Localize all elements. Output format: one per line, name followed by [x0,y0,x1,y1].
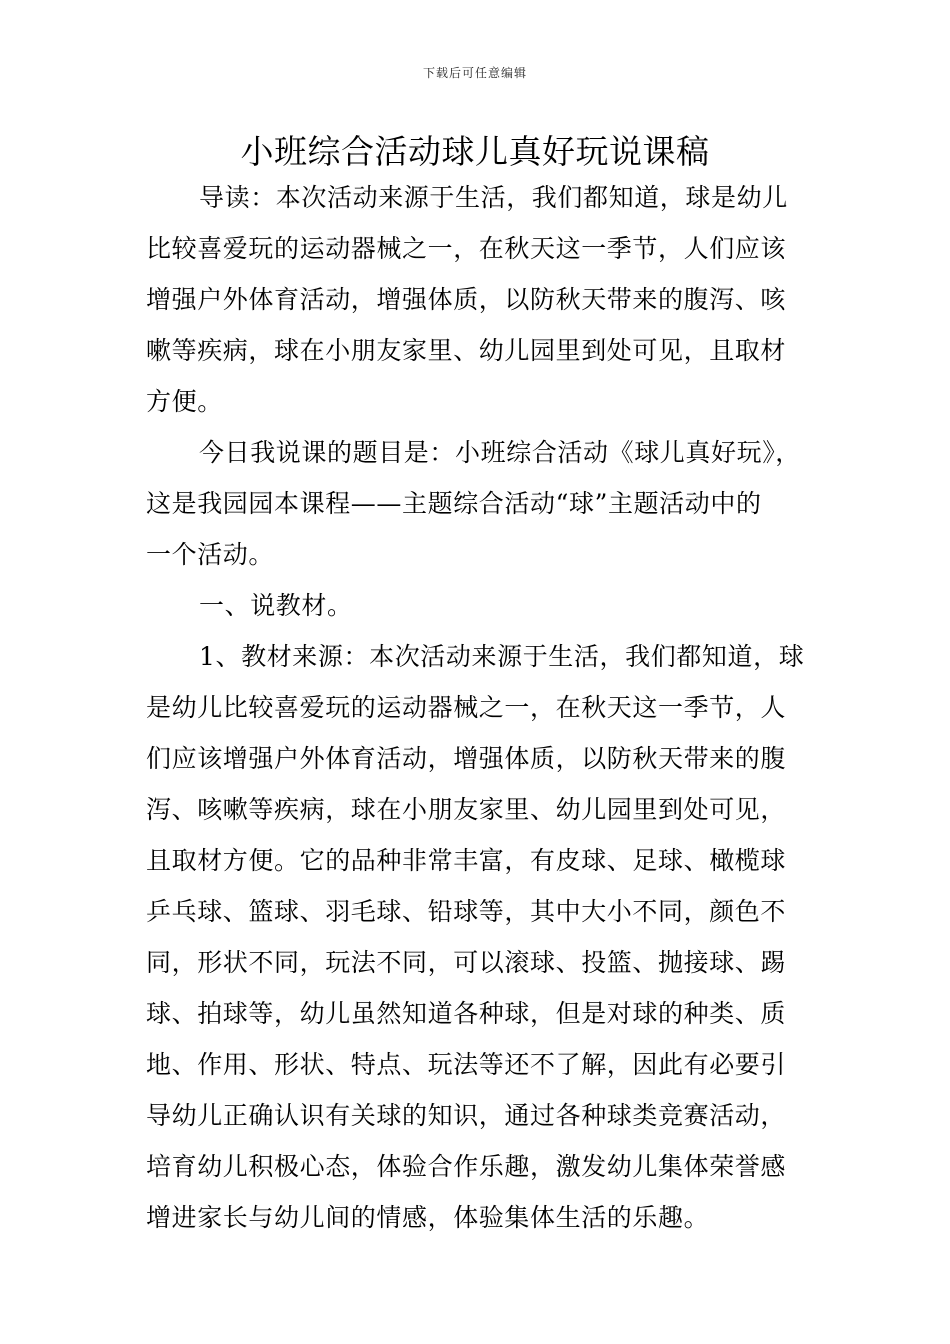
body-line: 方便。 [146,387,223,416]
body-line: 球、拍球等，幼儿虽然知道各种球，但是对球的种类、质 [146,999,787,1028]
body-line: 导幼儿正确认识有关球的知识，通过各种球类竞赛活动， [146,1101,787,1130]
body-line: 是幼儿比较喜爱玩的运动器械之一，在秋天这一季节，人 [146,693,787,722]
body-line: 增进家长与幼儿间的情感，体验集体生活的乐趣。 [146,1203,710,1232]
document-title: 小班综合活动球儿真好玩说课稿 [240,132,710,171]
body-line: 比较喜爱玩的运动器械之一，在秋天这一季节，人们应该 [146,234,787,263]
body-line: 今日我说课的题目是：小班综合活动《球儿真好玩》， [199,438,801,467]
body-line: 们应该增强户外体育活动，增强体质，以防秋天带来的腹 [146,744,787,773]
body-line: 同，形状不同，玩法不同，可以滚球、投篮、抛接球、踢 [146,948,787,977]
header-note: 下载后可任意编辑 [422,66,527,80]
body-line: 增强户外体育活动，增强体质，以防秋天带来的腹泻、咳 [146,285,787,314]
body-line: 嗽等疾病，球在小朋友家里、幼儿园里到处可见，且取材 [146,336,787,365]
body-line: 这是我园园本课程——主题综合活动“球”主题活动中的 [146,489,762,518]
body-line: 且取材方便。它的品种非常丰富，有皮球、足球、橄榄球 [146,846,787,875]
body-line: 培育幼儿积极心态，体验合作乐趣，激发幼儿集体荣誉感 [146,1152,787,1181]
body-line: 泻、咳嗽等疾病，球在小朋友家里、幼儿园里到处可见， [146,795,787,824]
body-line: 乒乓球、篮球、羽毛球、铅球等，其中大小不同，颜色不 [146,897,787,926]
body-line: 一个活动。 [146,540,275,569]
body-line: 1、教材来源：本次活动来源于生活，我们都知道，球 [199,642,805,671]
body-line: 地、作用、形状、特点、玩法等还不了解，因此有必要引 [146,1050,787,1079]
section-heading: 一、说教材。 [199,591,353,620]
body-line: 导读：本次活动来源于生活，我们都知道，球是幼儿 [199,183,788,212]
document-body [146,172,826,1243]
